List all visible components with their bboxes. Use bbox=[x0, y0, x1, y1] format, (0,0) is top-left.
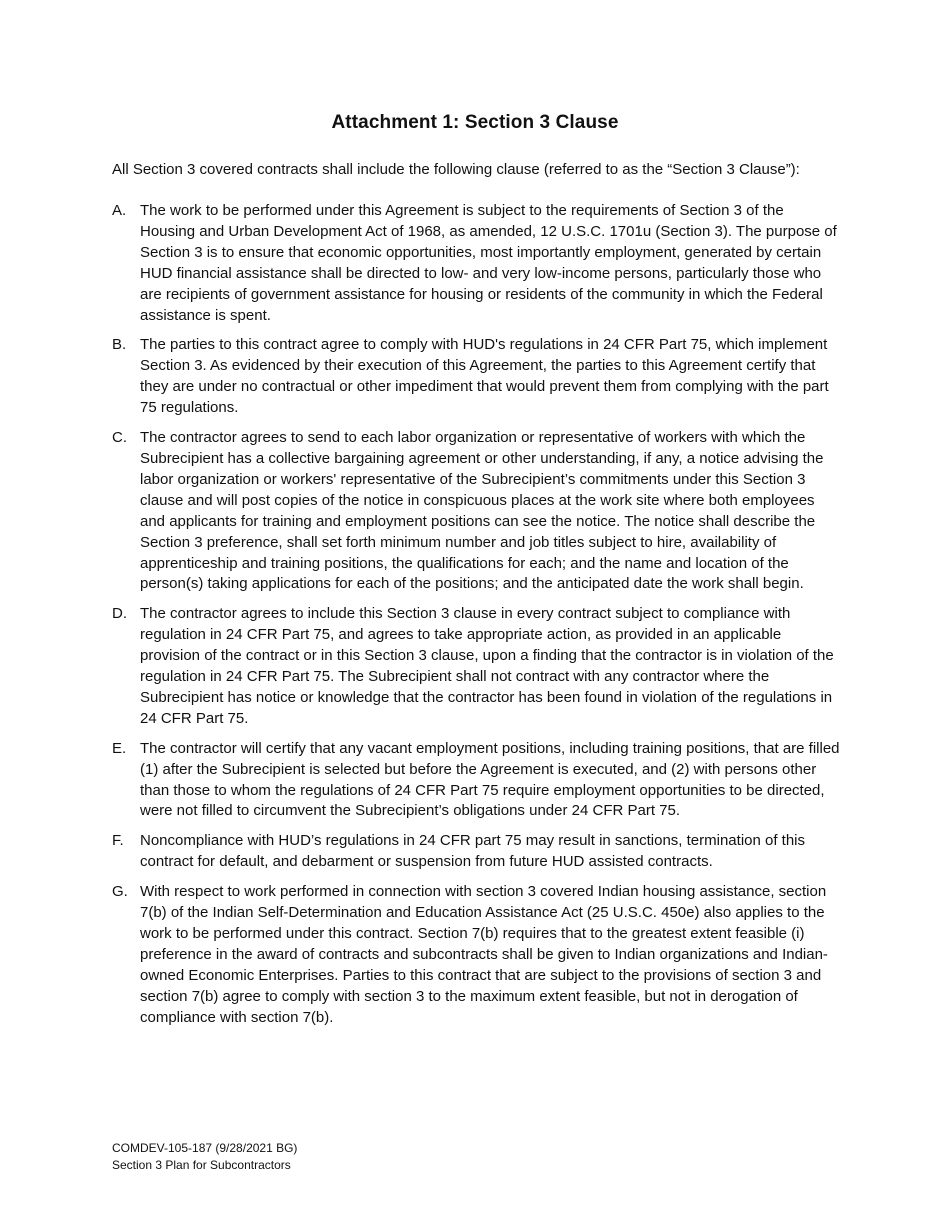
clause-b bbox=[112, 335, 842, 419]
clause-c bbox=[112, 428, 842, 595]
page-footer bbox=[112, 1140, 297, 1174]
clause-e bbox=[112, 739, 842, 823]
clause-g bbox=[112, 882, 842, 1028]
clause-letter: A. bbox=[112, 202, 127, 219]
clause-letter: D. bbox=[112, 605, 127, 623]
clause-letter: E. bbox=[112, 739, 127, 757]
clause-text: The parties to this contract agree to comply with HUD's regulations in 24 CFR Part 75, which implement Section 3. As evidenced by their execution of this Agreement, the parties to this Agreement certify that they are under no contractual or other impediment that would prevent them from complying with the part 75 regulations. bbox=[140, 336, 829, 417]
clause-text: The contractor agrees to send to each labor organization or representative of workers with which the Subrecipient has a collective bargaining agreement or other understanding, if any, a notice advising the labor organization or workers' representative of the Subrecipient’s commitments under this Section 3 clause and will post copies of the notice in conspicuous places at the work site where both employees and applicants for training and employment positions can see the notice. The notice shall describe the Section 3 preference, shall set forth minimum number and job titles subject to hire, availability of apprenticeship and training positions, the qualifications for each; and the name and location of the person(s) taking applications for each of the positions; and the anticipated date the work shall begin. bbox=[140, 429, 824, 593]
clause-a bbox=[112, 201, 842, 326]
clause-letter: G. bbox=[112, 883, 128, 901]
clause-text: The work to be performed under this Agreement is subject to the requirements of Section 3 of the Housing and Urban Development Act of 1968, as amended, 12 U.S.C. 1701u (Section 3). The purpose of Section 3 is to ensure that economic opportunities, most importantly employment, generated by certain HUD financial assistance shall be directed to low- and very low-income persons, particularly those who are recipients of government assistance for housing or residents of the community in which the Federal assistance is spent. bbox=[140, 202, 837, 324]
page-title: Attachment 1: Section 3 Clause bbox=[331, 112, 619, 133]
clause-text: The contractor agrees to include this Section 3 clause in every contract subject to compliance with regulation in 24 CFR Part 75, and agrees to take appropriate action, as provided in an applicable provision of the contract or in this Section 3 clause, upon a finding that the contractor is in violation of the regulation in 24 CFR Part 75. The Subrecipient shall not contract with any contractor where the Subrecipient has notice or knowledge that the contractor has been found in violation of the regulations in 24 CFR Part 75. bbox=[140, 605, 834, 727]
clause-text: With respect to work performed in connection with section 3 covered Indian housing assistance, section 7(b) of the Indian Self-Determination and Education Assistance Act (25 U.S.C. 450e) also applies to the work to be performed under this contract. Section 7(b) requires that to the greatest extent feasible (i) preference in the award of contracts and subcontracts shall be given to Indian organizations and Indian-owned Economic Enterprises. Parties to this contract that are subject to the provisions of section 3 and section 7(b) agree to comply with section 3 to the maximum extent feasible, but not in derogation of compliance with section 7(b). bbox=[140, 883, 828, 1026]
intro-paragraph: All Section 3 covered contracts shall include the following clause (referred to as the “Section 3 Clause”): bbox=[112, 161, 800, 178]
clause-text: Noncompliance with HUD’s regulations in 24 CFR part 75 may result in sanctions, termination of this contract for default, and debarment or suspension from future HUD assisted contracts. bbox=[140, 832, 806, 871]
clause-list bbox=[112, 201, 842, 1038]
footer-doc-title: Section 3 Plan for Subcontractors bbox=[112, 1158, 291, 1172]
clause-d bbox=[112, 604, 842, 729]
clause-f bbox=[112, 831, 842, 873]
clause-letter: F. bbox=[112, 832, 124, 850]
clause-letter: C. bbox=[112, 429, 127, 447]
footer-form-id: COMDEV-105-187 (9/28/2021 BG) bbox=[112, 1141, 298, 1155]
clause-text: The contractor will certify that any vacant employment positions, including training positions, that are filled (1) after the Subrecipient is selected but before the Agreement is executed, and (2) with persons other than those to whom the regulations of 24 CFR Part 75 require employment opportunities to be directed, were not filled to circumvent the Subrecipient’s obligations under 24 CFR Part 75. bbox=[140, 739, 840, 820]
clause-letter: B. bbox=[112, 336, 127, 354]
